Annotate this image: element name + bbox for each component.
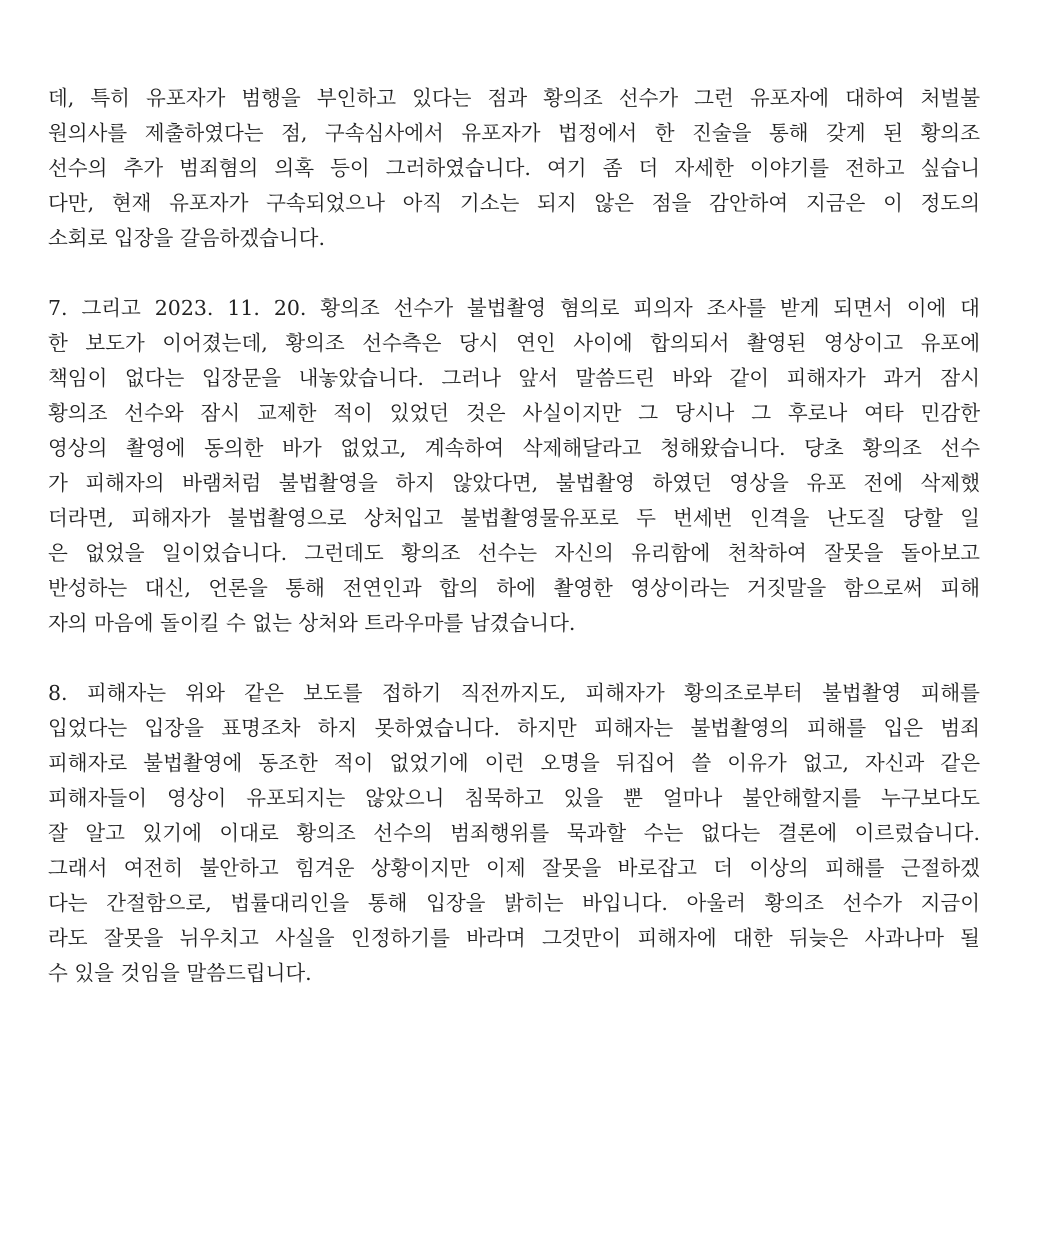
text-line: 소회로 입장을 갈음하겠습니다. [48, 226, 325, 250]
text-line: 더라면, 피해자가 불법촬영으로 상처입고 불법촬영물유포로 두 번세번 인격을 난도질 당할 일 [48, 506, 980, 530]
text-line: 선수의 추가 범죄혐의 의혹 등이 그러하였습니다. 여기 좀 더 자세한 이야기를 전하고 싶습니 [48, 156, 980, 180]
text-line: 피해자들이 영상이 유포되지는 않았으니 침묵하고 있을 뿐 얼마나 불안해할지를 누구보다도 [48, 786, 980, 810]
text-line: 은 없었을 일이었습니다. 그런데도 황의조 선수는 자신의 유리함에 천착하여 잘못을 돌아보고 [48, 541, 980, 565]
document-page [48, 81, 980, 1026]
paragraph-intro-continuation [48, 81, 980, 256]
text-line: 다만, 현재 유포자가 구속되었으나 아직 기소는 되지 않은 점을 감안하여 지금은 이 정도의 [48, 191, 980, 215]
paragraph-section-8 [48, 676, 980, 991]
text-line: 한 보도가 이어졌는데, 황의조 선수측은 당시 연인 사이에 합의되서 촬영된 영상이고 유포에 [48, 331, 980, 355]
text-line: 피해자로 불법촬영에 동조한 적이 없었기에 이런 오명을 뒤집어 쓸 이유가 없고, 자신과 같은 [48, 751, 980, 775]
text-line: 입었다는 입장을 표명조차 하지 못하였습니다. 하지만 피해자는 불법촬영의 피해를 입은 범죄 [48, 716, 980, 740]
paragraph-section-7 [48, 291, 980, 641]
text-line: 8. 피해자는 위와 같은 보도를 접하기 직전까지도, 피해자가 황의조로부터 불법촬영 피해를 [48, 681, 980, 705]
text-line: 다는 간절함으로, 법률대리인을 통해 입장을 밝히는 바입니다. 아울러 황의조 선수가 지금이 [48, 891, 980, 915]
text-line: 7. 그리고 2023. 11. 20. 황의조 선수가 불법촬영 혐의로 피의자 조사를 받게 되면서 이에 대 [48, 296, 980, 320]
text-line: 자의 마음에 돌이킬 수 없는 상처와 트라우마를 남겼습니다. [48, 611, 576, 635]
text-line: 영상의 촬영에 동의한 바가 없었고, 계속하여 삭제해달라고 청해왔습니다. 당초 황의조 선수 [48, 436, 980, 460]
text-line: 가 피해자의 바램처럼 불법촬영을 하지 않았다면, 불법촬영 하였던 영상을 유포 전에 삭제했 [48, 471, 980, 495]
text-line: 반성하는 대신, 언론을 통해 전연인과 합의 하에 촬영한 영상이라는 거짓말을 함으로써 피해 [48, 576, 980, 600]
text-line: 라도 잘못을 뉘우치고 사실을 인정하기를 바라며 그것만이 피해자에 대한 뒤늦은 사과나마 될 [48, 926, 980, 950]
text-line: 황의조 선수와 잠시 교제한 적이 있었던 것은 사실이지만 그 당시나 그 후로나 여타 민감한 [48, 401, 980, 425]
text-line: 그래서 여전히 불안하고 힘겨운 상황이지만 이제 잘못을 바로잡고 더 이상의 피해를 근절하겠 [48, 856, 980, 880]
text-line: 원의사를 제출하였다는 점, 구속심사에서 유포자가 법정에서 한 진술을 통해 갖게 된 황의조 [48, 121, 980, 145]
text-line: 수 있을 것임을 말씀드립니다. [48, 961, 312, 985]
text-line: 책임이 없다는 입장문을 내놓았습니다. 그러나 앞서 말씀드린 바와 같이 피해자가 과거 잠시 [48, 366, 980, 390]
text-line: 데, 특히 유포자가 범행을 부인하고 있다는 점과 황의조 선수가 그런 유포자에 대하여 처벌불 [48, 86, 980, 110]
text-line: 잘 알고 있기에 이대로 황의조 선수의 범죄행위를 묵과할 수는 없다는 결론에 이르렀습니다. [48, 821, 980, 845]
